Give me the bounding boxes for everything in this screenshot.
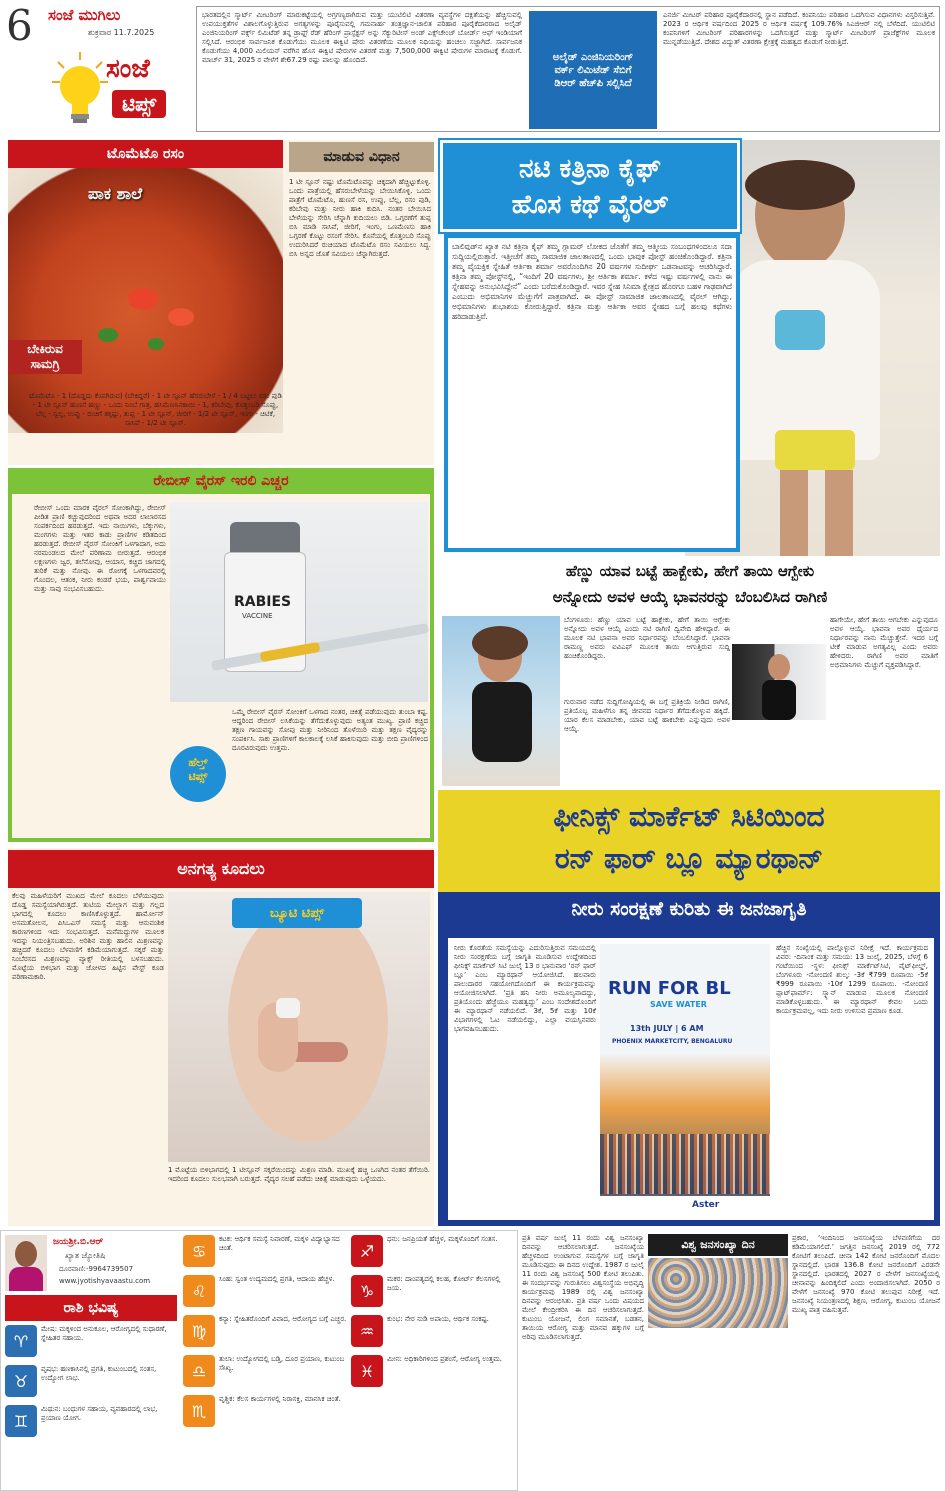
astrology-section <box>0 1230 518 1491</box>
rashi-item <box>183 1395 347 1427</box>
ragini-text-2: ಗುರುವಾರ ನಡೆದ ಸುದ್ದಿಗೋಷ್ಠಿಯಲ್ಲಿ ಈ ಬಗ್ಗೆ ಪ್ರತಿಕ್ರಿಯೆ ನೀಡಿದ ರಾಗಿಣಿ, ಪ್ರತಿಯೊಬ್ಬ ಮಹಿಳೆಗೂ ತನ್ನ ಜೀವನದ ನಿರ್ಧಾರ ತೆಗೆದುಕೊಳ್ಳುವ ಹಕ್ಕಿದೆ. ಯಾರ ಕೆಲಸ ಮಾಡಬೇಕು, ಯಾವ ಬಟ್ಟೆ ಹಾಕಬೇಕು ಎನ್ನುವುದು ಅವಳ ಆಯ್ಕೆ. <box>564 698 730 733</box>
phoenix-body <box>448 938 934 1220</box>
rashi-text: ತುಲಾ: ಉದ್ಯೋಗದಲ್ಲಿ ಬಡ್ತಿ, ದೂರ ಪ್ರಯಾಣ, ಕುಟುಂಬ ಸೌಖ್ಯ. <box>219 1355 345 1372</box>
hair-section <box>8 848 434 1226</box>
zodiac-icon: ♋ <box>183 1235 215 1267</box>
population-left-text: ಪ್ರತಿ ವರ್ಷ ಜುಲೈ 11 ರಂದು ವಿಶ್ವ ಜನಸಂಖ್ಯಾ ದಿನವನ್ನು ಆಚರಿಸಲಾಗುತ್ತದೆ. ಜನಸಂಖ್ಯೆಯ ಹೆಚ್ಚಳದಿಂದ ಉಂಟಾಗುವ ಸಮಸ್ಯೆಗಳ ಬಗ್ಗೆ ಜಾಗೃತಿ ಮೂಡಿಸುವುದು ಈ ದಿನದ ಉದ್ದೇಶ. 1987 ರ ಜುಲೈ 11 ರಂದು ವಿಶ್ವ ಜನಸಂಖ್ಯೆ 500 ಕೋಟಿ ತಲುಪಿತು. ಈ ಸಂದರ್ಭವನ್ನು ಗುರುತಿಸಲು ವಿಶ್ವಸಂಸ್ಥೆಯ ಅಭಿವೃದ್ಧಿ ಕಾರ್ಯಕ್ರಮವು 1989 ರಲ್ಲಿ ವಿಶ್ವ ಜನಸಂಖ್ಯಾ ದಿನವನ್ನು ಆರಂಭಿಸಿತು. ಪ್ರತಿ ವರ್ಷ ಒಂದು ವಿಷಯದ ಮೇಲೆ ಕೇಂದ್ರೀಕರಿಸಿ ಈ ದಿನ ಆಚರಿಸಲಾಗುತ್ತದೆ. ಕುಟುಂಬ ಯೋಜನೆ, ಲಿಂಗ ಸಮಾನತೆ, ಬಡತನ, ತಾಯಿಯ ಆರೋಗ್ಯ ಮತ್ತು ಮಾನವ ಹಕ್ಕುಗಳ ಬಗ್ಗೆ ಅರಿವು ಮೂಡಿಸಲಾಗುತ್ತದೆ. <box>522 1234 644 1341</box>
bulb-icon <box>50 50 110 130</box>
katrina-text-box <box>444 234 740 552</box>
rashi-title-bar <box>5 1295 177 1321</box>
marathon-poster <box>600 944 770 1216</box>
health-badge-2: ಟಿಪ್ಸ್ <box>188 770 208 783</box>
rashi-item <box>351 1355 515 1387</box>
poster-venue: PHOENIX MARKETCITY, BENGALURU <box>612 1038 733 1045</box>
hair-title-bar <box>8 850 434 888</box>
astrologer-box <box>5 1235 177 1293</box>
rashi-column-1 <box>5 1325 177 1489</box>
phoenix-subheadline: ನೀರು ಸಂರಕ್ಷಣೆ ಕುರಿತು ಈ ಜನಜಾಗೃತಿ <box>571 898 807 920</box>
rashi-item <box>5 1365 177 1397</box>
rashi-title: ರಾಶಿ ಭವಿಷ್ಯ <box>63 1300 119 1316</box>
rashi-item <box>183 1235 347 1267</box>
recipe-ingredients-text: ಟೊಮೆಟೊ - 1 (ದೊಡ್ಡದು ಕೆಂಪಗಿರುವ) (ಬೇಕಿದ್ದರೆ) - 1 ಟೀ ಸ್ಪೂನ್ ಹೆಸರುಬೇಳೆ - 1 / 4 ಬಟ್ಟಲು ರಸಂ ಪುಡಿ - 1 ಟೀ ಸ್ಪೂನ್ ಹುಣಸೆ ಹಣ್ಣು - ಒಂದು ನಿಂಬೆ ಗಾತ್ರ, ಹಸಿಮೆಣಸಿನಕಾಯಿ - 1, ಕರಿಬೇವು, ಕೊತ್ತಂಬರಿ ಸೊಪ್ಪು, ಬೆಲ್ಲ - ಸ್ವಲ್ಪ, ಉಪ್ಪು - ರುಚಿಗೆ ತಕ್ಕಷ್ಟು, ತುಪ್ಪ - 1 ಟೀ ಸ್ಪೂನ್, ಜೀರಿಗೆ - 1/2 ಟೀ ಸ್ಪೂನ್, ಇಂಗು - ಚಿಟಿಕೆ, ಸಾಸಿವೆ - 1/2 ಟೀ ಸ್ಪೂನ್. <box>29 392 282 427</box>
rashi-text: ಮಕರ: ದಾಂಪತ್ಯದಲ್ಲಿ ಕಲಹ, ಕೋರ್ಟ್ ಕೆಲಸಗಳಲ್ಲಿ ಜಯ. <box>387 1275 501 1292</box>
ragini-headline <box>440 558 940 612</box>
ragini-text-3: ಹಾಗೇಯೇ, ಹೇಗೆ ತಾಯಿ ಆಗಬೇಕು ಎನ್ನುವುದೂ ಅವಳ ಆಯ್ಕೆ. ಭಾವನಾ ಅವರ ಧೈರ್ಯದ ನಿರ್ಧಾರವನ್ನು ನಾನು ಮೆಚ್ಚುತ್ತೇನೆ. ಇದರ ಬಗ್ಗೆ ಟೀಕೆ ಮಾಡುವ ಅಗತ್ಯವಿಲ್ಲ ಎಂದು ಅವರು ಹೇಳಿದರು. ರಾಗಿಣಿ ಅವರ ಮಾತಿಗೆ ಅಭಿಮಾನಿಗಳು ಮೆಚ್ಚುಗೆ ವ್ಯಕ್ತಪಡಿಸಿದ್ದಾರೆ. <box>830 616 938 669</box>
population-right-text: ಪ್ರಕಾರ, ‘ಇಂದಿನಿಂದ ಜನಸಂಖ್ಯೆಯ ಬೆಳವಣಿಗೆಯ ದರ ಕಡಿಮೆಯಾಗಲಿದೆ.’ ಜಗತ್ತಿನ ಜನಸಂಖ್ಯೆ 2019 ರಲ್ಲಿ 772 ಕೋಟಿಗೆ ತಲುಪಿದೆ. ಚೀನಾ 142 ಕೋಟಿ ಜನರೊಂದಿಗೆ ಮೊದಲ ಸ್ಥಾನದಲ್ಲಿದೆ. ಭಾರತ 136.8 ಕೋಟಿ ಜನರೊಂದಿಗೆ ಎರಡನೇ ಸ್ಥಾನದಲ್ಲಿದೆ. ಭಾರತದಲ್ಲಿ 2027 ರ ವೇಳೆಗೆ ಜನಸಂಖ್ಯೆಯಲ್ಲಿ ಚೀನಾವನ್ನು ಹಿಂದಿಕ್ಕಲಿದೆ ಎಂದು ಅಂದಾಜಿಸಲಾಗಿದೆ. 2050 ರ ವೇಳೆಗೆ ಜನಸಂಖ್ಯೆ 970 ಕೋಟಿ ತಲುಪುವ ನಿರೀಕ್ಷೆ ಇದೆ. ಜನಸಂಖ್ಯೆ ನಿಯಂತ್ರಣದಲ್ಲಿ ಶಿಕ್ಷಣ, ಆರೋಗ್ಯ, ಕುಟುಂಬ ಯೋಜನೆ ಮುಖ್ಯ ಪಾತ್ರ ವಹಿಸುತ್ತವೆ. <box>792 1234 940 1314</box>
zodiac-icon: ♈ <box>5 1325 37 1357</box>
rabies-left-text: ರೇಬೀಸ್ ಒಂದು ಮಾರಕ ವೈರಲ್ ಸೋಂಕಾಗಿದ್ದು, ರೇಬೀಸ್ ಪೀಡಿತ ಪ್ರಾಣಿ ಕಚ್ಚುವುದರಿಂದ ಅಥವಾ ಅದರ ಲಾಲಾರಸದ ಸಂಪರ್ಕದಿಂದ ಹರಡುತ್ತದೆ. ಇದು ನಾಯಿಗಳು, ಬೆಕ್ಕುಗಳು, ಮಂಗಗಳು ಮತ್ತು ಇತರ ಕಾಡು ಪ್ರಾಣಿಗಳ ಕಡಿತದಿಂದ ಹರಡುತ್ತದೆ. ರೇಬೀಸ್ ವೈರಸ್ ಸೋಂಕಿಗೆ ಒಳಗಾದಾಗ, ಅದು ನರಮಂಡಲದ ಮೇಲೆ ಪರಿಣಾಮ ಬೀರುತ್ತದೆ. ಆರಂಭಿಕ ಲಕ್ಷಣಗಳು ಜ್ವರ, ತಲೆನೋವು, ಆಯಾಸ, ಕಚ್ಚಿದ ಜಾಗದಲ್ಲಿ ತುರಿಕೆ ಮತ್ತು ನೋವು. ಈ ರೋಗಕ್ಕೆ ಒಳಗಾದವರಲ್ಲಿ ಗೊಂದಲ, ಆತಂಕ, ನೀರು ಕಂಡರೆ ಭಯ, ಪಾರ್ಶ್ವವಾಯು ಮತ್ತು ಸಾವು ಸಂಭವಿಸಬಹುದು. <box>34 504 166 593</box>
ingredients-label <box>8 340 82 374</box>
phoenix-right-text: ಹೆಚ್ಚಿನ ಸಂಖ್ಯೆಯಲ್ಲಿ ಪಾಲ್ಗೊಳ್ಳುವ ನಿರೀಕ್ಷೆ ಇದೆ. ಕಾರ್ಯಕ್ರಮದ ವಿವರ: -ದಿನಾಂಕ ಮತ್ತು ಸಮಯ: 13 ಜುಲೈ, 2025, ಬೆಳಗ್ಗೆ 6 ಗಂಟೆಯಿಂದ -ಸ್ಥಳ: ಫೀನಿಕ್ಸ್ ಮಾರ್ಕೆಟ್‌ಸಿಟಿ, ವೈಟ್‌ಫೀಲ್ಡ್, ಬೆಂಗಳೂರು -ನೋಂದಣಿ ಶುಲ್ಕ: -3ಕೆ ₹799 ರೂಪಾಯಿ -5ಕೆ ₹999 ರೂಪಾಯಿ -10ಕೆ 1299 ರೂಪಾಯಿ. -ನೋಂದಣಿ ಪ್ಲಾಟ್‌ಫಾರ್ಮ್: ಸ್ಕ್ಯಾನ್ ಮಾಡುವ ಮೂಲಕ ನೋಂದಣಿ ಮಾಡಿಕೊಳ್ಳಬಹುದು. ಈ ಮ್ಯಾರಥಾನ್ ಕೇವಲ ಒಂದು ಕಾರ್ಯಕ್ರಮವಲ್ಲ, ಇದು ನೀರು ಉಳಿಸುವ ಪ್ರಮಾಣ ಕೂಡ. <box>776 944 928 1015</box>
rashi-text: ಧನು: ಜನಪ್ರಿಯತೆ ಹೆಚ್ಚಳ, ಮಕ್ಕಳೊಂದಿಗೆ ಸಂತಸ. <box>387 1235 498 1243</box>
zodiac-icon: ♍ <box>183 1315 215 1347</box>
paper-name: ಸಂಜೆ ಮುಗಿಲು <box>48 6 121 24</box>
rashi-text: ಕನ್ಯಾ: ಸ್ನೇಹಿತರೊಂದಿಗೆ ವಿವಾದ, ಆರೋಗ್ಯದ ಬಗ್ಗೆ ಎಚ್ಚರ. <box>219 1315 347 1323</box>
rashi-item <box>5 1405 177 1437</box>
masthead <box>0 0 195 135</box>
zodiac-icon: ♊ <box>5 1405 37 1437</box>
recipe-title-bar <box>8 140 283 168</box>
rashi-item <box>5 1325 177 1357</box>
ingredients-label-1: ಬೇಕಿರುವ <box>27 342 63 356</box>
rashi-text: ಮಿಥುನ: ಬಂಧುಗಳ ಸಹಾಯ, ವ್ಯವಹಾರದಲ್ಲಿ ಲಾಭ, ಪ್ರಯಾಣ ಯೋಗ. <box>41 1405 158 1422</box>
rashi-column-2 <box>183 1235 347 1489</box>
rashi-column-3 <box>351 1235 515 1489</box>
poster-title: RUN FOR BL <box>608 978 731 999</box>
poster-subtitle: SAVE WATER <box>650 1000 707 1009</box>
rashi-item <box>351 1275 515 1307</box>
phoenix-headline-box <box>438 790 940 892</box>
beauty-tips-label: ಬ್ಯೂಟಿ ಟಿಪ್ಸ್ <box>269 905 325 921</box>
page-number: 6 <box>6 1 33 50</box>
phoenix-left-text: ನೀರು ಕೊರತೆಯ ಸಮಸ್ಯೆಯನ್ನು ಎದುರಿಸುತ್ತಿರುವ ಸಮಯದಲ್ಲಿ ನೀರು ಸಂರಕ್ಷಣೆಯ ಬಗ್ಗೆ ಜಾಗೃತಿ ಮೂಡಿಸುವ ಉದ್ದೇಶದಿಂದ ಫೀನಿಕ್ಸ್ ಮಾರ್ಕೆಟ್ ಸಿಟಿ ಜುಲೈ 13 ರ ಭಾನುವಾರ ‘ರನ್ ಫಾರ್ ಬ್ಲೂ’ ಎಂಬ ಮ್ಯಾರಥಾನ್ ಆಯೋಜಿಸಿದೆ. ಹಲವಾರು ಪಾಲುದಾರರ ಸಹಯೋಗದೊಂದಿಗೆ ಈ ಕಾರ್ಯಕ್ರಮವನ್ನು ಆಯೋಜಿಸಲಾಗಿದೆ. ‘ಪ್ರತಿ ಹನಿ ನೀರು ಅಮೂಲ್ಯವಾದದ್ದು, ಪ್ರತಿಯೊಂದು ಹೆಜ್ಜೆಯೂ ಮಹತ್ವದ್ದು’ ಎಂಬ ಸಂದೇಶದೊಂದಿಗೆ ಈ ಮ್ಯಾರಥಾನ್ ನಡೆಯಲಿದೆ. 3ಕೆ, 5ಕೆ ಮತ್ತು 10ಕೆ ವಿಭಾಗಗಳಲ್ಲಿ ಓಟ ನಡೆಯಲಿದ್ದು, ಎಲ್ಲಾ ವಯಸ್ಸಿನವರು ಭಾಗವಹಿಸಬಹುದು. <box>454 944 596 1033</box>
rashi-text: ಕುಂಭ: ನೇರ ನುಡಿ ಅಪಾಯ, ಆರ್ಥಿಕ ಸಂಕಷ್ಟ. <box>387 1315 489 1323</box>
beauty-label <box>232 898 362 928</box>
top-story-headline: ಅಲೈಡ್ ಎಂಜಿನಿಯರಿಂಗ್ ವರ್ಕ್ ಲಿಮಿಟೆಡ್ ಸೆಬಿಗೆ ಡಿಆರ್ ಹೆಚ್‌ಪಿ ಸಲ್ಲಿಸಿದೆ <box>552 51 634 89</box>
health-tips-badge <box>170 746 226 802</box>
rashi-text: ವೃಶ್ಚಿಕ: ಕೆಲಸ ಕಾರ್ಯಗಳಲ್ಲಿ ನಿರಾಸಕ್ತಿ, ಮಾನಸಿಕ ಚಿಂತೆ. <box>219 1395 341 1403</box>
ingredients-label-2: ಸಾಮಗ್ರಿ <box>30 357 60 371</box>
hair-left-text: ಕೆಲವು ಮಹಿಳೆಯರಿಗೆ ಮುಖದ ಮೇಲೆ ಕೂದಲು ಬೆಳೆಯುವುದು ದೊಡ್ಡ ಸಮಸ್ಯೆಯಾಗಿರುತ್ತದೆ. ತುಟಿಯ ಮೇಲ್ಭಾಗ ಮತ್ತು ಗಲ್ಲದ ಭಾಗದಲ್ಲಿ ಕೂದಲು ಕಾಣಿಸಿಕೊಳ್ಳುತ್ತದೆ. ಹಾರ್ಮೋನ್ ಅಸಮತೋಲನ, ಪಿಸಿಒಎಸ್ ಸಮಸ್ಯೆ ಮತ್ತು ಆನುವಂಶಿಕ ಕಾರಣಗಳಿಂದ ಇದು ಸಂಭವಿಸುತ್ತದೆ. ಮನೆಮದ್ದುಗಳ ಮೂಲಕ ಇದನ್ನು ನಿಯಂತ್ರಿಸಬಹುದು. ಅರಿಶಿನ ಮತ್ತು ಹಾಲಿನ ಮಿಶ್ರಣವನ್ನು ಹಚ್ಚಿದರೆ ಕೂದಲು ಬೆಳವಣಿಗೆ ಕಡಿಮೆಯಾಗುತ್ತದೆ. ಸಕ್ಕರೆ ಮತ್ತು ನಿಂಬೆರಸದ ಮಿಶ್ರಣವನ್ನು ವ್ಯಾಕ್ಸ್ ರೀತಿಯಲ್ಲಿ ಬಳಸಬಹುದು. ಮೊಟ್ಟೆಯ ಬಿಳಿಭಾಗ ಮತ್ತು ಜೋಳದ ಹಿಟ್ಟಿನ ಪೇಸ್ಟ್ ಕೂಡ ಪರಿಣಾಮಕಾರಿ. <box>12 892 164 981</box>
method-title-bar <box>289 142 434 172</box>
top-story-right-text: ಎನರ್ಜಿ ಮೀಟರ್ ಪರಿಹಾರ ಪೂರೈಕೆದಾರನಲ್ಲಿ ಸ್ಥಾನ ಪಡೆದಿದೆ. ಕಂಪನಿಯು ಪರಿಹಾರ ಒದಗಿಸುವ ವಿಧಾನಗಳು ವಿಸ್ತರಿಸುತ್ತಿವೆ. 2023 ರ ಆರ್ಥಿಕ ವರ್ಷದಿಂದ 2025 ರ ಆರ್ಥಿಕ ವರ್ಷಕ್ಕೆ 109.76% ಸಿಎಜಿಆರ್ ನಲ್ಲಿ ಬೆಳೆದಿದೆ. ಯುಟಿಲಿಟಿ ಕಂಪನಿಗಳಿಗೆ ಮೀಟರಿಂಗ್ ಪರಿಹಾರಗಳನ್ನು ಒದಗಿಸುತ್ತದೆ ಮತ್ತು ಸ್ಮಾರ್ಟ್ ಮೀಟರಿಂಗ್ ಪ್ರಾಜೆಕ್ಟ್‌ಗಳ ಮೂಲಕ ಮುನ್ನಡೆಯುತ್ತಿದೆ. ದೇಶದ ವಿದ್ಯುತ್ ವಿತರಣಾ ಕ್ಷೇತ್ರಕ್ಕೆ ಮಹತ್ವದ ಕೊಡುಗೆ ನೀಡುತ್ತಿದೆ. <box>663 11 935 46</box>
zodiac-icon: ♑ <box>351 1275 383 1307</box>
top-story-left-text: ಭಾರತದಲ್ಲಿನ ಸ್ಮಾರ್ಟ್ ಮೀಟರಿಂಗ್ ಮಾರುಕಟ್ಟೆಯಲ್ಲಿ ಅಗ್ರಗಣ್ಯರಾಗಿರುವ ಮತ್ತು ಯುಟಿಲಿಟಿ ವಿತರಣಾ ವ್ಯವಸ್ಥೆಗಳ ದಕ್ಷತೆಯನ್ನು ಹೆಚ್ಚಿಸುವಲ್ಲಿ ಉಪಯುಕ್ತತೆಗಳ ವಿಶಾಲಗೊಳ್ಳುತ್ತಿರುವ ಅಗತ್ಯಗಳನ್ನು ಪೂರೈಸುವಲ್ಲಿ ಗಮನಾರ್ಹ ತಂತ್ರಜ್ಞಾನ-ಚಾಲಿತ ಪರಿಹಾರ ಪೂರೈಕೆದಾರರಾದ ಅಲೈಡ್ ಎಂಜಿನಿಯರಿಂಗ್ ವರ್ಕ್ಸ್ ಲಿಮಿಟೆಡ್ ತನ್ನ ಡ್ರಾಫ್ಟ್ ರೆಡ್ ಹೆರಿಂಗ್ ಪ್ರಾಸ್ಪೆಕ್ಟಸ್ ಅನ್ನು ಸೆಕ್ಯುರಿಟೀಸ್ ಅಂಡ್ ಎಕ್ಸ್‌ಚೇಂಜ್ ಬೋರ್ಡ್ ಆಫ್ ಇಂಡಿಯಾಗೆ ಸಲ್ಲಿಸಿದೆ. ಆರಂಭಿಕ ಸಾರ್ವಜನಿಕ ಕೊಡುಗೆಯು ಮೂಲಕ ಈಕ್ವಿಟಿ ಷೇರು ವಿತರಣೆಯ ಮೂಲಕ ನಿಧಿಯನ್ನು ಹಂಚಲು ಸಜ್ಜಾಗಿದೆ. ಸಾರ್ವಜನಿಕ ಕೊಡುಗೆಯು 4,000 ಮಿಲಿಯನ್ ವರೆಗಿನ ಹೊಸ ಈಕ್ವಿಟಿ ಷೇರುಗಳ ವಿತರಣೆ ಮತ್ತು 7,500,000 ಈಕ್ವಿಟಿ ಷೇರುಗಳ ಮಾರಾಟಕ್ಕೆ ಕೊಡುಗೆ. ಮಾರ್ಚ್ 31, 2025 ರ ವೇಳೆಗೆ ಶೇ67.29 ರಷ್ಟು ಪಾಲನ್ನು ಹೊಂದಿದೆ. <box>202 11 522 64</box>
zodiac-icon: ♌ <box>183 1275 215 1307</box>
rabies-title-bar <box>8 468 434 494</box>
astrologer-website: www.jyotishyavaastu.com <box>59 1277 151 1285</box>
population-title-bar <box>648 1234 788 1256</box>
beauty-image <box>168 892 430 1162</box>
rashi-text: ವೃಷಭ: ಹಣಕಾಸಿನಲ್ಲಿ ಪ್ರಗತಿ, ಕುಟುಂಬದಲ್ಲಿ ಸಂತಸ, ಉದ್ಯೋಗ ಲಾಭ. <box>41 1365 157 1382</box>
kitchen-label: ಪಾಕ ಶಾಲೆ <box>88 184 143 203</box>
zodiac-icon: ♒ <box>351 1315 383 1347</box>
phoenix-headline-2: ರನ್ ಫಾರ್ ಬ್ಲೂ ಮ್ಯಾರಥಾನ್ <box>554 842 824 875</box>
vial-sublabel: VACCINE <box>242 612 273 620</box>
rabies-section <box>8 468 434 842</box>
zodiac-icon: ♉ <box>5 1365 37 1397</box>
astrologer-photo <box>5 1235 47 1291</box>
katrina-headline-2: ಹೊಸ ಕಥೆ ವೈರಲ್ <box>511 190 669 220</box>
phoenix-story <box>438 790 940 1226</box>
rashi-item <box>183 1355 347 1387</box>
ragini-text-1: ಬೆಂಗಳೂರು: ಹೆಣ್ಣು ಯಾವ ಬಟ್ಟೆ ಹಾಕ್ಬೇಕು, ಹೇಗೆ ತಾಯಿ ಆಗ್ಬೇಕು ಅನ್ನೋದು ಅವಳ ಆಯ್ಕೆ ಎಂದು ನಟಿ ರಾಗಿಣಿ ದ್ವಿವೇದಿ ಹೇಳಿದ್ದಾರೆ. ಈ ಮೂಲಕ ನಟಿ ಭಾವನಾ ಅವರ ನಿರ್ಧಾರವನ್ನು ಬೆಂಬಲಿಸಿದ್ದಾರೆ. ಭಾವನಾ ರಾಮಣ್ಣ ಅವರು ಐವಿಎಫ್ ಮೂಲಕ ತಾಯಿ ಆಗುತ್ತಿರುವ ಸುದ್ದಿ ಹಂಚಿಕೊಂಡಿದ್ದರು. <box>564 616 730 660</box>
rabies-title: ರೇಬೀಸ್ ವೈರಸ್ ಇರಲಿ ಎಚ್ಚರ <box>153 473 289 489</box>
zodiac-icon: ♎ <box>183 1355 215 1387</box>
zodiac-icon: ♏ <box>183 1395 215 1427</box>
recipe-section <box>8 140 434 465</box>
hair-right-text: 1 ಮೊಟ್ಟೆಯ ಬಿಳಿಭಾಗದಲ್ಲಿ 1 ಟೀಸ್ಪೂನ್ ಸಕ್ಕರೆಯಿಂದನ್ನು ಮಿಶ್ರಣ ಮಾಡಿ. ಮುಖಕ್ಕೆ ಹಚ್ಚಿ ಒಣಗಿದ ನಂತರ ತೆಗೆಯಿರಿ. ಇದರಿಂದ ಕೂದಲು ಸುಲಭವಾಗಿ ಬರುತ್ತದೆ. ವೈದ್ಯರ ಸಲಹೆ ಪಡೆದು ಚಿಕಿತ್ಸೆ ಮಾಡುವುದು ಒಳ್ಳೆಯದು. <box>168 1166 430 1183</box>
recipe-title: ಟೊಮೆಟೊ ರಸಂ <box>106 146 185 162</box>
katrina-story <box>440 140 940 556</box>
zodiac-icon: ♐ <box>351 1235 383 1267</box>
hair-title: ಅನಗತ್ಯ ಕೂದಲು <box>177 859 265 878</box>
astrologer-title: ಖ್ಯಾತ ಜ್ಯೋತಿಷಿ <box>65 1251 106 1260</box>
vial-label: RABIES <box>234 594 292 610</box>
section-title-sanje: ಸಂಜೆ <box>106 54 150 84</box>
top-story <box>196 6 940 132</box>
section-title-tips: ಟಿಪ್ಸ್ <box>112 90 166 118</box>
ragini-story <box>440 558 940 786</box>
method-title: ಮಾಡುವ ವಿಧಾನ <box>323 149 400 165</box>
rashi-text: ಮೀನ: ಅಧಿಕಾರಿಗಳಿಂದ ಪ್ರಶಂಸೆ, ಆರೋಗ್ಯ ಉತ್ತಮ. <box>387 1355 502 1363</box>
population-title: ವಿಶ್ವ ಜನಸಂಖ್ಯಾ ದಿನ <box>681 1238 755 1251</box>
rashi-text: ಕಟಕ: ಆರ್ಥಿಕ ಸಮಸ್ಯೆ ನಿವಾರಣೆ, ಮಕ್ಕಳ ವಿದ್ಯಾಭ್ಯಾಸದ ಚಿಂತೆ. <box>219 1235 340 1252</box>
katrina-headline-1: ನಟಿ ಕತ್ರಿನಾ ಕೈಫ್ <box>519 154 661 184</box>
katrina-headline-box <box>440 140 740 232</box>
rashi-item <box>351 1315 515 1347</box>
recipe-method-text: 1 ಟೀ ಸ್ಪೂನ್ ನಷ್ಟು ಟೊಮೆಟೊವನ್ನು ಚಿಕ್ಕದಾಗಿ ಹೆಚ್ಚಿಟ್ಟುಕೊಳ್ಳಿ. ಒಂದು ಪಾತ್ರೆಯಲ್ಲಿ ಹೆಸರುಬೇಳೆಯನ್ನು ಬೇಯಿಸಿಕೊಳ್ಳಿ. ಒಂದು ಪಾತ್ರೆಗೆ ಟೊಮೆಟೊ, ಹುಣಸೆ ರಸ, ಉಪ್ಪು, ಬೆಲ್ಲ, ರಸಂ ಪುಡಿ, ಕರಿಬೇವು ಮತ್ತು ನೀರು ಹಾಕಿ ಕುದಿಸಿ. ನಂತರ ಬೇಯಿಸಿದ ಬೇಳೆಯನ್ನು ಸೇರಿಸಿ ಚೆನ್ನಾಗಿ ಕುದಿಯಲು ಬಿಡಿ. ಒಗ್ಗರಣೆಗೆ ತುಪ್ಪ ಬಿಸಿ ಮಾಡಿ ಸಾಸಿವೆ, ಜೀರಿಗೆ, ಇಂಗು, ಒಣಮೆಣಸು ಹಾಕಿ ಒಗ್ಗರಣೆ ಕೊಟ್ಟು ರಸಂಗೆ ಸೇರಿಸಿ. ಕೊನೆಯಲ್ಲಿ ಕೊತ್ತಂಬರಿ ಸೊಪ್ಪು ಉದುರಿಸಿದರೆ ರುಚಿಯಾದ ಟೊಮೆಟೊ ರಸಂ ಸವಿಯಲು ಸಿದ್ಧ. ಬಿಸಿ ಅನ್ನದ ಜೊತೆ ಸವಿಯಲು ಚೆನ್ನಾಗಿರುತ್ತದೆ. <box>289 178 431 258</box>
health-badge-1: ಹೆಲ್ತ್ <box>188 756 208 769</box>
phoenix-headline-1: ಫೀನಿಕ್ಸ್ ಮಾರ್ಕೆಟ್ ಸಿಟಿಯಿಂದ <box>553 800 825 833</box>
rabies-right-text: ಒಮ್ಮೆ ರೇಬೀಸ್ ವೈರಸ್ ಸೋಂಕಿಗೆ ಒಳಗಾದ ನಂತರ, ಚಿಕಿತ್ಸೆ ಪಡೆಯುವುದು ತುಂಬಾ ಕಷ್ಟ. ಆದ್ದರಿಂದ ರೇಬೀಸ್ ಲಸಿಕೆಯನ್ನು ತೆಗೆದುಕೊಳ್ಳುವುದು ಅತ್ಯಂತ ಮುಖ್ಯ. ಪ್ರಾಣಿ ಕಚ್ಚಿದ ತಕ್ಷಣ ಗಾಯವನ್ನು ಸೋಪು ಮತ್ತು ನೀರಿನಿಂದ ತೊಳೆಯಿರಿ ಮತ್ತು ತಕ್ಷಣ ವೈದ್ಯರನ್ನು ಸಂಪರ್ಕಿಸಿ. ಸಾಕು ಪ್ರಾಣಿಗಳಿಗೆ ಕಾಲಕಾಲಕ್ಕೆ ಲಸಿಕೆ ಹಾಕಿಸುವುದು ಮತ್ತು ಬೀದಿ ಪ್ರಾಣಿಗಳಿಂದ ದೂರವಿರುವುದು ಉತ್ತಮ. <box>232 708 428 752</box>
astrologer-phone: ದೂರವಾಣಿ:-9964739507 <box>59 1265 134 1273</box>
ragini-headline-1: ಹೆಣ್ಣು ಯಾವ ಬಟ್ಟೆ ಹಾಕ್ಬೇಕು, ಹೇಗೆ ತಾಯಿ ಆಗ್ಬೇಕು <box>565 562 815 580</box>
rashi-item <box>183 1275 347 1307</box>
ragini-photo-1 <box>442 616 560 786</box>
zodiac-icon: ♓ <box>351 1355 383 1387</box>
poster-sponsor: Aster <box>692 1200 720 1210</box>
masthead-date: ಶುಕ್ರವಾರ 11.7.2025 <box>88 28 155 37</box>
population-section <box>522 1230 942 1491</box>
rashi-item <box>351 1235 515 1267</box>
rashi-item <box>183 1315 347 1347</box>
rashi-text: ಸಿಂಹ: ಸ್ವಂತ ಉದ್ಯಮದಲ್ಲಿ ಪ್ರಗತಿ, ಆದಾಯ ಹೆಚ್ಚಳ. <box>219 1275 335 1283</box>
population-image <box>648 1258 788 1328</box>
top-story-headline-box <box>529 11 657 129</box>
rashi-text: ಮೇಷ: ಮಕ್ಕಳಿಂದ ಅನುಕೂಲ, ಆರೋಗ್ಯದಲ್ಲಿ ಸುಧಾರಣೆ, ಸ್ನೇಹಿತರ ಸಹಾಯ. <box>41 1325 167 1342</box>
katrina-text: ಬಾಲಿವುಡ್‌ನ ಖ್ಯಾತ ನಟಿ ಕತ್ರಿನಾ ಕೈಫ್ ತಮ್ಮ ಗ್ಲಾಮರ್ ಲೋಕದ ಜೊತೆಗೆ ತಮ್ಮ ಆತ್ಮೀಯ ಸಂಬಂಧಗಳಿಂದಲೂ ಸದಾ ಸುದ್ದಿಯಲ್ಲಿರುತ್ತಾರೆ. ಇತ್ತೀಚೆಗೆ ತಮ್ಮ ಸಾಮಾಜಿಕ ಜಾಲತಾಣದಲ್ಲಿ ಒಂದು ಭಾವುಕ ಪೋಸ್ಟ್ ಹಂಚಿಕೊಂಡಿದ್ದಾರೆ. ಕತ್ರಿನಾ ತಮ್ಮ ವೈಯಕ್ತಿಕ ಸ್ನೇಹಿತೆ ಆರ್ತಿಕಾ ಶರ್ಮಾ ಅವರೊಂದಿಗಿನ 20 ವರ್ಷಗಳ ಸುದೀರ್ಘ ಒಡನಾಟವನ್ನು ಆಚರಿಸಿದ್ದಾರೆ. ಕತ್ರಿನಾ ತಮ್ಮ ಪೋಸ್ಟ್‌ನಲ್ಲಿ, “ಇಂದಿಗೆ 20 ವರ್ಷಗಳು, ಶ್ರೀ ಆರ್ತಿಕಾ ಶರ್ಮಾ. ಕಳೆದ ಇಷ್ಟು ವರ್ಷಗಳಲ್ಲಿ ನಾನು ಈ ಸ್ನೇಹವನ್ನು ಅನುಭವಿಸಿದ್ದೇನೆ” ಎಂದು ಬರೆದುಕೊಂಡಿದ್ದಾರೆ. ಇವರ ಸ್ನೇಹ ಸಿನಿಮಾ ಕ್ಷೇತ್ರದ ಹೊರಗೂ ಬಹಳ ಗಾಢವಾಗಿದೆ ಎಂಬುದು ಅಭಿಮಾನಿಗಳ ಮೆಚ್ಚುಗೆಗೆ ಪಾತ್ರವಾಗಿದೆ. ಈ ಪೋಸ್ಟ್ ಸಾಮಾಜಿಕ ಜಾಲತಾಣದಲ್ಲಿ ವೈರಲ್ ಆಗಿದ್ದು, ಅಭಿಮಾನಿಗಳು ಶುಭಾಶಯ ಕೋರುತ್ತಿದ್ದಾರೆ. ಕತ್ರಿನಾ ಮತ್ತು ಆರ್ತಿಕಾ ಅವರ ಸ್ನೇಹದ ಬಗ್ಗೆ ಹಲವು ಕಥೆಗಳು ಹರಿದಾಡುತ್ತಿವೆ. <box>448 238 736 548</box>
ragini-headline-2: ಅನ್ನೋದು ಅವಳ ಆಯ್ಕೆ ಭಾವನರನ್ನು ಬೆಂಬಲಿಸಿದ ರಾಗಿಣಿ <box>552 588 828 606</box>
astrologer-name: ಜಯಶ್ರೀ.ಬಿ.ಆರ್ <box>53 1237 104 1247</box>
ragini-photo-2 <box>732 644 826 720</box>
poster-date: 13th JULY | 6 AM <box>630 1024 704 1033</box>
rabies-vial-image <box>170 502 428 702</box>
